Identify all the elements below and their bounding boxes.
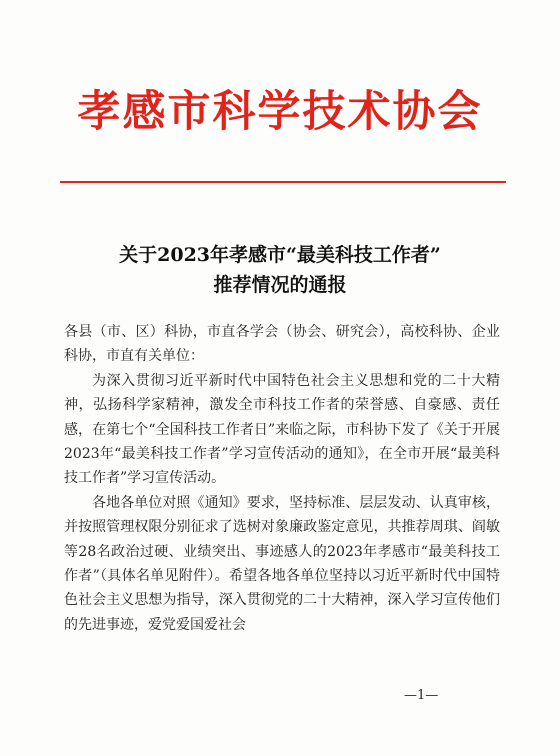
letterhead-red-rule xyxy=(60,181,506,183)
document-title-line1: 关于2023年孝感市“最美科技工作者” xyxy=(119,244,441,266)
document-title-line2: 推荐情况的通报 xyxy=(213,274,347,296)
document-title xyxy=(0,240,560,300)
salutation: 各县（市、区）科协，市直各学会（协会、研究会），高校科协、企业科协，市直有关单位： xyxy=(64,324,500,365)
page-number: —1— xyxy=(404,688,439,703)
document-body xyxy=(64,320,500,637)
letterhead-org-name: 孝感市科学技术协会 xyxy=(77,87,483,137)
body-paragraph-2: 各地各单位对照《通知》要求，坚持标准、层层发动、认真审核，并按照管理权限分别征求了选树对象廉政鉴定意见，共推荐周琪、阎敏等28名政治过硬、业绩突出、事迹感人的2023年孝感市“最美科技工作者”（具体名单见附件）。希望各地各单位坚持以习近平新时代中国特色社会主义思想为指导，深入贯彻党的二十大精神，深入学习宣传他们的先进事迹，爱党爱国爱社会 xyxy=(64,494,500,633)
body-paragraph-1: 为深入贯彻习近平新时代中国特色社会主义思想和党的二十大精神，弘扬科学家精神，激发全市科技工作者的荣誉感、自豪感、责任感，在第七个“全国科技工作者日”来临之际，市科协下发了《关于开展2023年“最美科技工作者”学习宣传活动的通知》，在全市开展“最美科技工作者”学习宣传活动。 xyxy=(64,372,500,487)
